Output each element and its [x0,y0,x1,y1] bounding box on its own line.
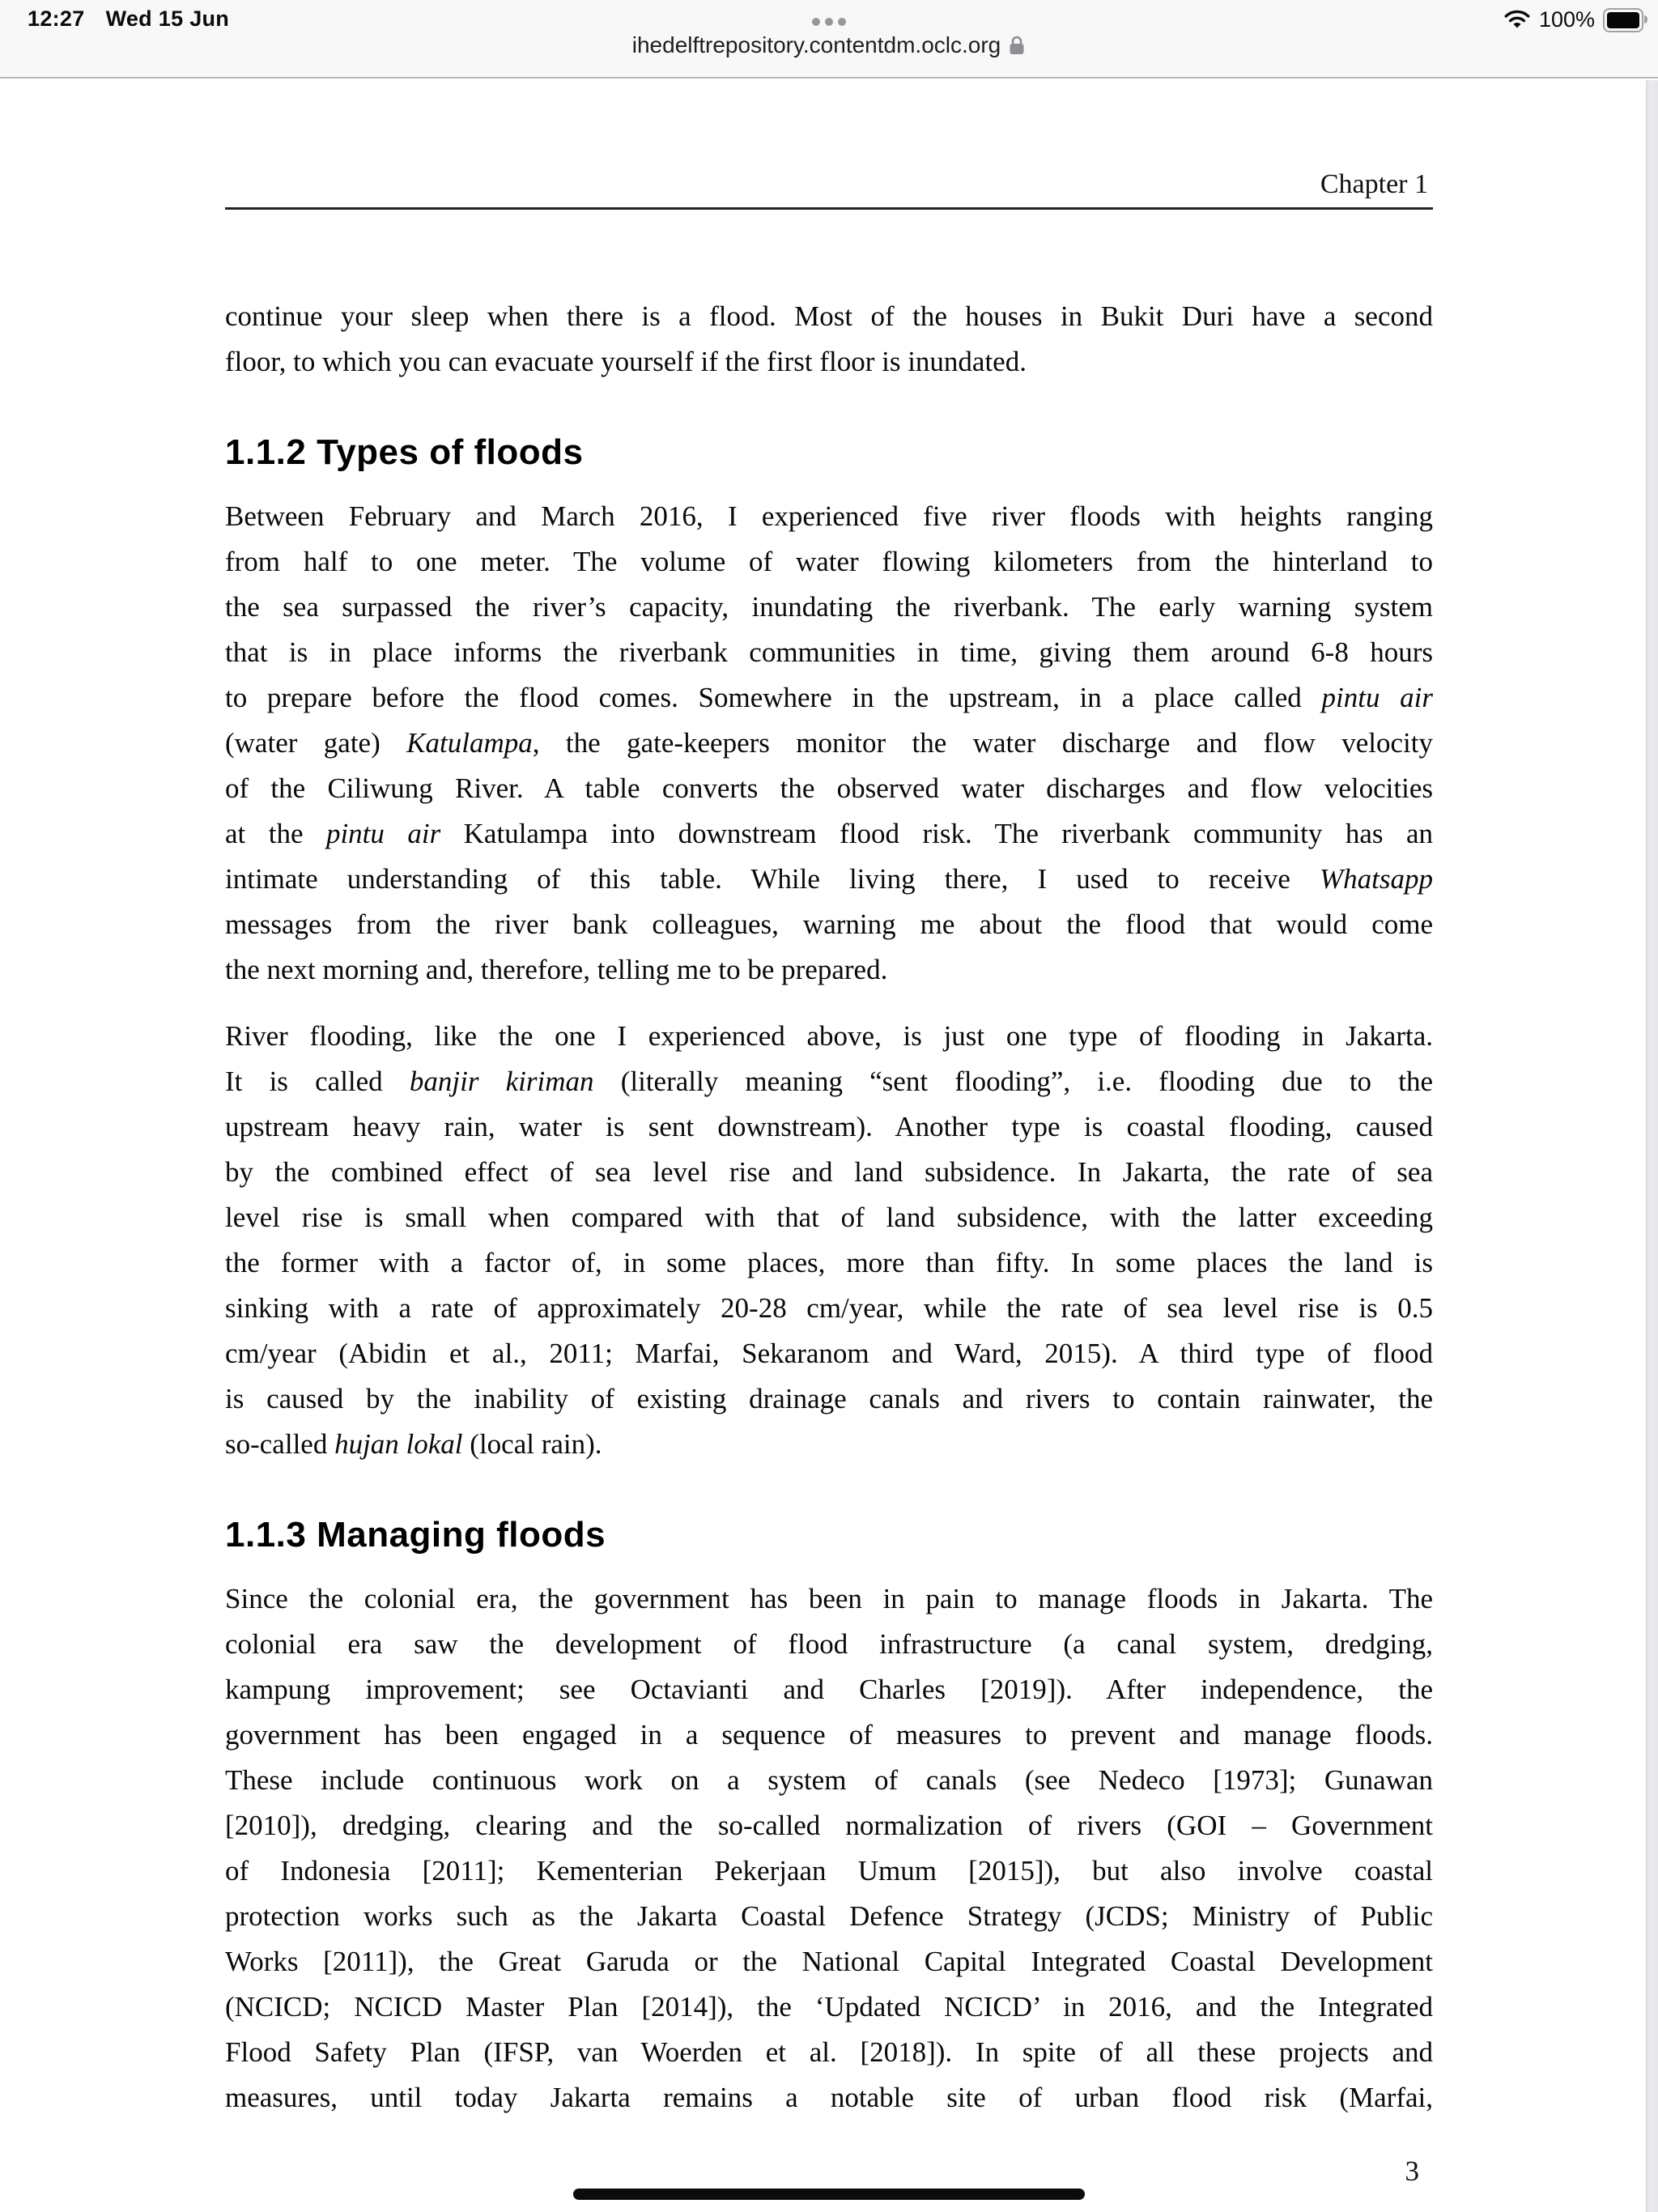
text-line: [2010]), dredging, clearing and the so-called normalization of rivers (GOI – Government [225,1810,1433,1841]
text-line: floor, to which you can evacuate yourself if the first floor is inundated. [225,346,1027,377]
paragraph [225,494,1433,993]
status-time: 12:27 [28,6,85,31]
text-line: cm/year (Abidin et al., 2011; Marfai, Sekaranom and Ward, 2015). A third type of flood [225,1338,1433,1369]
text-line: by the combined effect of sea level rise and land subsidence. In Jakarta, the rate of sea [225,1156,1433,1188]
url-bar[interactable] [0,32,1658,58]
text-line: level rise is small when compared with that of land subsidence, with the latter exceeding [225,1202,1433,1233]
dot [838,18,846,26]
paragraph [225,294,1433,385]
text-line: kampung improvement; see Octavianti and Charles [2019]). After independence, the [225,1674,1433,1705]
text-line: It is called banjir kiriman (literally meaning “sent flooding”, i.e. flooding due to the [225,1066,1434,1097]
paragraph [225,1576,1433,2121]
text-line: protection works such as the Jakarta Coastal Defence Strategy (JCDS; Ministry of Public [225,1900,1433,1932]
section-heading: 1.1.2 Types of floods [225,432,584,472]
section-heading: 1.1.3 Managing floods [225,1515,606,1555]
browser-chrome [0,0,1658,79]
text-line: continue your sleep when there is a flood. Most of the houses in Bukit Duri have a second [225,300,1433,332]
url-text: ihedelftrepository.contentdm.oclc.org [631,32,1001,57]
text-line: Flood Safety Plan (IFSP, van Woerden et al. [2018]). In spite of all these projects and [225,2036,1433,2068]
text-line: (water gate) Katulampa, the gate-keepers monitor the water discharge and flow velocity [225,727,1433,759]
pdf-page [225,79,1433,2121]
text-line: colonial era saw the development of flood infrastructure (a canal system, dredging, [225,1628,1433,1660]
text-line: the sea surpassed the river’s capacity, inundating the riverbank. The early warning system [225,591,1433,623]
scrollbar[interactable] [1646,80,1658,2212]
text-line: to prepare before the flood comes. Somewhere in the upstream, in a place called pintu air [225,682,1433,713]
text-line: is caused by the inability of existing drainage canals and rivers to contain rainwater, the [225,1383,1433,1414]
text-line: the next morning and, therefore, telling me to be prepared. [225,954,888,985]
text-line: of Indonesia [2011]; Kementerian Pekerjaan Umum [2015]), but also involve coastal [225,1855,1433,1887]
text-line: sinking with a rate of approximately 20-28 cm/year, while the rate of sea level rise is 0.5 [225,1292,1433,1324]
running-header: Chapter 1 [225,169,1433,210]
text-line: that is in place informs the riverbank communities in time, giving them around 6-8 hours [225,636,1433,668]
text-line: Between February and March 2016, I experienced five river floods with heights ranging [225,500,1433,532]
text-line: Works [2011]), the Great Garuda or the National Capital Integrated Coastal Development [225,1946,1433,1977]
battery-percent-label: 100% [1538,7,1595,32]
lock-icon [1008,35,1026,56]
multitasking-dots-icon[interactable] [812,18,846,26]
home-indicator[interactable] [573,2189,1085,2200]
wifi-icon [1503,10,1531,31]
text-line: messages from the river bank colleagues, warning me about the flood that would come [225,908,1433,940]
status-bar-right [1503,7,1643,32]
status-bar-left [28,6,229,32]
text-line: of the Ciliwung River. A table converts the observed water discharges and flow velocities [225,772,1433,804]
text-line: Since the colonial era, the government has been in pain to manage floods in Jakarta. The [225,1583,1433,1614]
text-line: River flooding, like the one I experienced above, is just one type of flooding in Jakarta. [225,1020,1433,1052]
text-line: government has been engaged in a sequence of measures to prevent and manage floods. [225,1719,1433,1750]
page-number: 3 [1405,2155,1419,2187]
text-line: upstream heavy rain, water is sent downstream). Another type is coastal flooding, caused [225,1111,1433,1142]
text-line: intimate understanding of this table. While living there, I used to receive Whatsapp [225,863,1433,895]
text-line: measures, until today Jakarta remains a notable site of urban flood risk (Marfai, [225,2082,1433,2113]
text-line: These include continuous work on a system of canals (see Nedeco [1973]; Gunawan [225,1764,1433,1796]
battery-icon [1603,8,1643,32]
dot [825,18,833,26]
status-date: Wed 15 Jun [105,6,230,31]
text-line: (NCICD; NCICD Master Plan [2014]), the ‘Updated NCICD’ in 2016, and the Integrated [225,1991,1433,2023]
text-line: at the pintu air Katulampa into downstream flood risk. The riverbank community has an [225,818,1433,849]
document-body [225,294,1433,2121]
text-line: so-called hujan lokal (local rain). [225,1428,602,1460]
paragraph [225,1014,1433,1467]
text-line: from half to one meter. The volume of water flowing kilometers from the hinterland to [225,546,1433,577]
battery-tip [1644,15,1647,23]
battery-fill [1607,12,1639,28]
text-line: the former with a factor of, in some places, more than fifty. In some places the land is [225,1247,1433,1278]
dot [812,18,820,26]
